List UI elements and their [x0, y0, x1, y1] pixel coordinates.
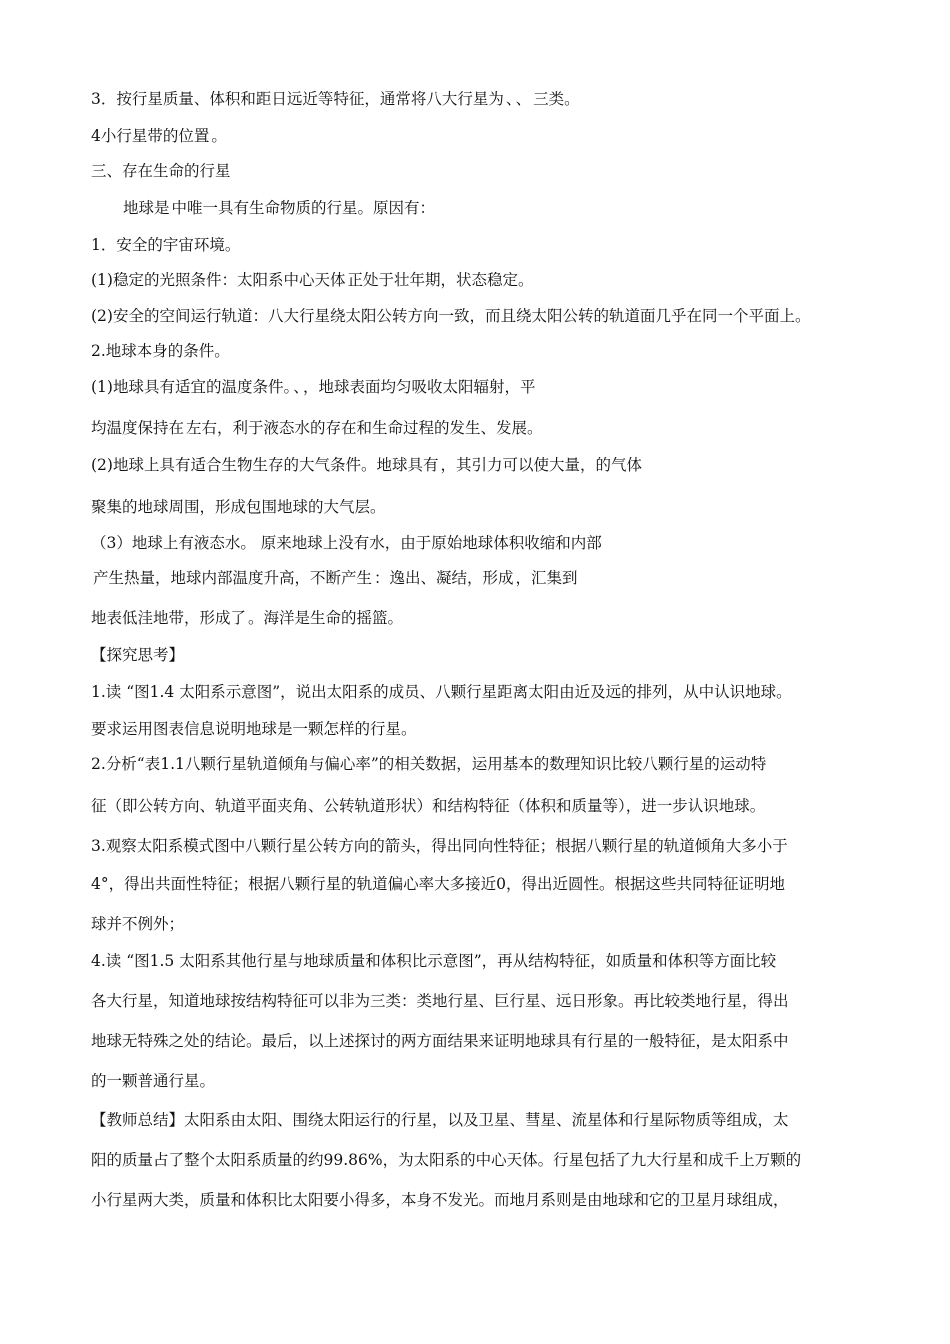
line-text: 聚集的地球周围，形成包围地球的大气层。 [91, 498, 386, 516]
text-line [91, 795, 765, 817]
line-text: (2)地球上具有适合生物生存的大气条件。地球具有 [91, 456, 439, 474]
line-text: 3.观察太阳系模式图中八颗行星公转方向的箭头，得出同向性特征；根据八颗行星的轨道倾角大多小于 [91, 837, 788, 855]
text-line [91, 160, 231, 182]
text-line [91, 496, 386, 518]
line-text: 的一颗普通行星。 [91, 1072, 216, 1090]
line-text: 【探究思考】 [91, 646, 185, 664]
text-line [123, 197, 435, 219]
text-line [91, 681, 792, 703]
text-line [91, 125, 231, 148]
line-text: 征（即公转方向、轨道平面夹角、公转轨道形状）和结构特征（体积和质量等），进一步认识地球。 [91, 797, 766, 815]
text-line [91, 1070, 215, 1092]
line-text: 地球是 [123, 199, 170, 217]
line-text: 2.分析“表1.1八颗行星轨道倾角与偏心率”的相关数据，运用基本的数理知识比较八颗行星的运动特 [91, 755, 767, 773]
text-line [91, 873, 785, 895]
line-text: 2.地球本身的条件。 [91, 342, 230, 360]
line-text: 1．安全的宇宙环境。 [91, 236, 241, 254]
line-text: 中唯一具有生命物质的行星。原因有： [171, 199, 436, 217]
text-line [91, 376, 536, 398]
text-line [91, 835, 788, 857]
text-line [91, 1189, 789, 1211]
line-text: ：逸出、凝结，形成 [374, 569, 514, 587]
text-line [91, 644, 184, 666]
line-text: 4.读 “图1.5 太阳系其他行星与地球质量和体积比示意图”，再从结构特征，如质量和体积等方面比较 [91, 952, 777, 970]
line-text: 三类。 [533, 90, 580, 108]
text-line [91, 454, 642, 476]
text-line [91, 913, 184, 935]
text-line [91, 990, 789, 1012]
text-line [91, 753, 766, 775]
line-text: (2)安全的空间运行轨道：八大行星绕太阳公转方向一致，而且绕太阳公转的轨道面几乎在同一个平面上。 [91, 307, 811, 325]
text-line [91, 269, 533, 291]
line-text: 要求运用图表信息说明地球是一颗怎样的行星。 [91, 720, 417, 738]
line-text: 、 [293, 378, 301, 396]
line-text: 地表低洼地带，形成了 [91, 609, 247, 627]
line-text: 。海洋是生命的摇篮。 [248, 609, 404, 627]
line-text: 。 [211, 127, 227, 145]
line-text: 4小行星带的位置 [91, 127, 210, 145]
text-line [91, 718, 417, 740]
line-text: ，其引力可以使大量，的气体 [440, 456, 642, 474]
line-text: 正处于壮年期，状态稳定。 [347, 271, 534, 289]
text-line [91, 950, 776, 972]
line-text: 小行星两大类，质量和体积比太阳要小得多，本身不发光。而地月系则是由地球和它的卫星月球组成， [91, 1191, 789, 1209]
text-line [91, 417, 543, 439]
line-text: 球并不例外； [91, 915, 185, 933]
line-text: 各大行星，知道地球按结构特征可以非为三类：类地行星、巨行星、远日形象。再比较类地行星，得出 [91, 992, 789, 1010]
line-text: 4°，得出共面性特征；根据八颗行星的轨道偏心率大多接近0，得出近圆性。根据这些共同特征证明地 [91, 875, 785, 893]
line-text: ，地球表面均匀吸收太阳辐射，平 [302, 378, 536, 396]
line-text: 产生热量，地球内部温度升高，不断产生 [93, 569, 373, 587]
line-text: 三、存在生命的行星 [91, 162, 231, 180]
line-text: 地球无特殊之处的结论。最后，以上述探讨的两方面结果来证明地球具有行星的一般特征，是太阳系中 [91, 1032, 789, 1050]
line-text: 均温度保持在 [91, 419, 185, 437]
line-text: 【教师总结】太阳系由太阳、围绕太阳运行的行星，以及卫星、彗星、流星体和行星际物质等组成，太 [91, 1111, 789, 1129]
line-text: （3）地球上有液态水。 原来地球上没有水，由于原始地球体积收缩和内部 [91, 534, 602, 552]
text-line [91, 88, 580, 110]
text-line [91, 305, 810, 327]
line-text: ，汇集到 [515, 569, 578, 587]
line-text: 3．按行星质量、体积和距日远近等特征，通常将八大行星为 [91, 90, 504, 108]
line-text: 、 [505, 90, 514, 108]
line-text: 左右，利于液态水的存在和生命过程的发生、发展。 [186, 419, 543, 437]
line-text: 1.读 “图1.4 太阳系示意图”，说出太阳系的成员、八颗行星距离太阳由近及远的排列，从中认识地球。 [91, 683, 792, 701]
text-line [91, 1149, 801, 1171]
text-line [91, 1030, 789, 1052]
text-line [91, 607, 403, 629]
text-line [91, 567, 578, 589]
text-line [91, 532, 604, 554]
line-text: (1)地球具有适宜的温度条件。 [91, 378, 292, 396]
text-line [91, 340, 230, 362]
text-line [91, 1109, 789, 1131]
line-text: (1)稳定的光照条件：太阳系中心天体 [91, 271, 346, 289]
text-line [91, 234, 240, 256]
line-text: 阳的质量占了整个太阳系质量的约99.86%，为太阳系的中心天体。行星包括了九大行星和成千上万颗的 [91, 1151, 802, 1169]
line-text: 、 [515, 90, 532, 108]
